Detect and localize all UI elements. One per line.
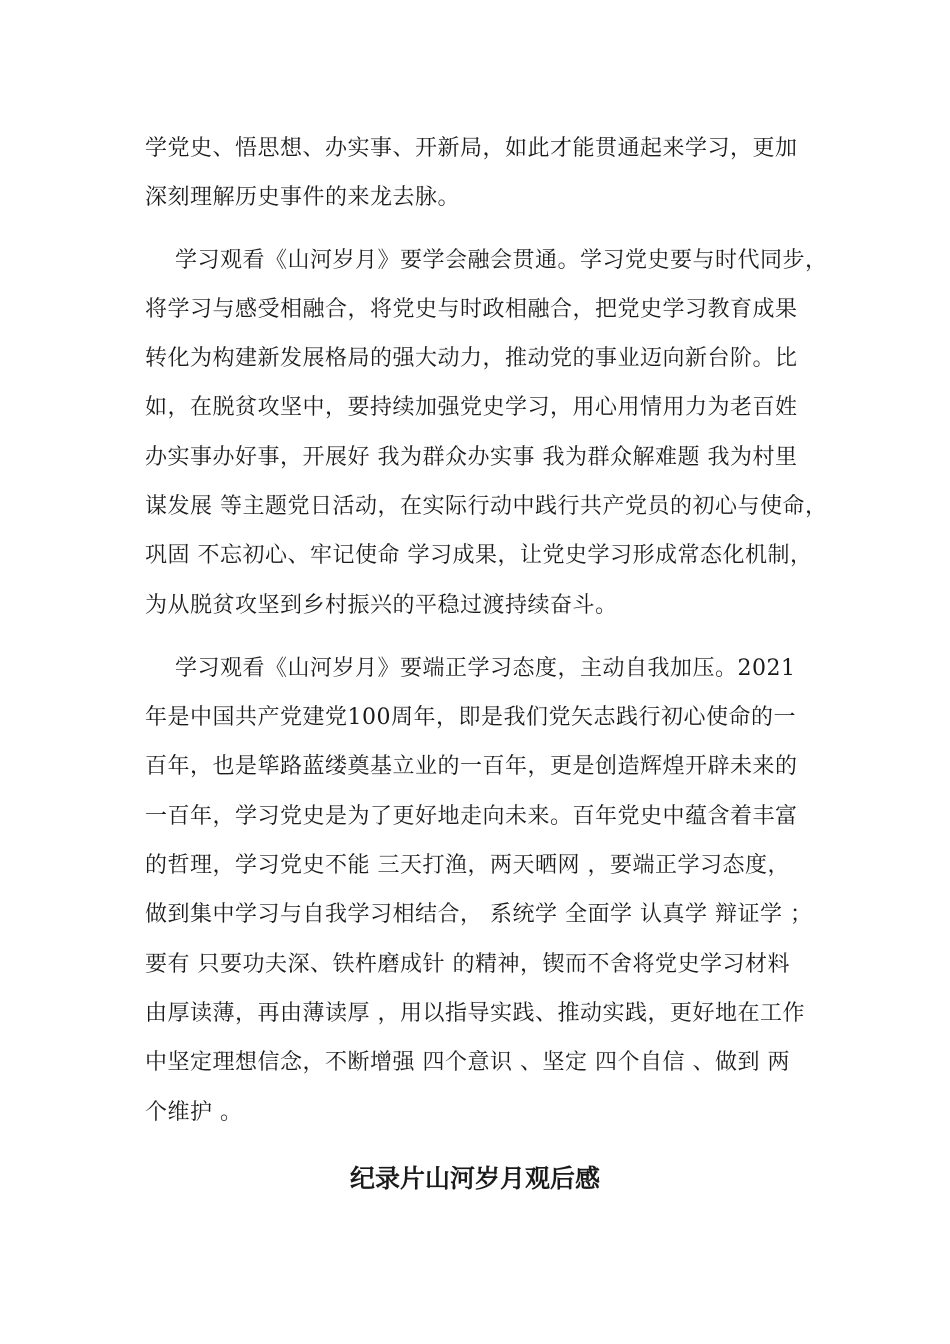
text-line-9: 巩固 不忘初心、牢记使命 学习成果，让党史学习形成常态化机制， <box>145 543 813 568</box>
text-line-19: 中坚定理想信念，不断增强 四个意识 、坚定 四个自信 、做到 两 <box>145 1050 790 1075</box>
text-line-18: 由厚读薄，再由薄读厚 ，用以指导实践、推动实践，更好地在工作 <box>145 1001 805 1026</box>
text-line-17: 要有 只要功夫深、铁杵磨成针 的精神，锲而不舍将党史学习材料 <box>145 952 790 977</box>
text-line-13: 百年，也是筚路蓝缕奠基立业的一百年，更是创造辉煌开辟未来的 <box>145 754 798 779</box>
text-line-3: 学习观看《山河岁月》要学会融会贯通。学习党史要与时代同步， <box>145 248 828 273</box>
text-line-10: 为从脱贫攻坚到乡村振兴的平稳过渡持续奋斗。 <box>145 593 618 618</box>
text-line-5: 转化为构建新发展格局的强大动力，推动党的事业迈向新台阶。比 <box>145 346 798 371</box>
text-line-16: 做到集中学习与自我学习相结合， 系统学 全面学 认真学 辩证学 ； <box>145 902 813 927</box>
text-line-7: 办实事办好事，开展好 我为群众办实事 我为群众解难题 我为村里 <box>145 445 798 470</box>
text-line-6: 如，在脱贫攻坚中，要持续加强党史学习，用心用情用力为老百姓 <box>145 395 798 420</box>
text-line-8: 谋发展 等主题党日活动，在实际行动中践行共产党员的初心与使命， <box>145 494 828 519</box>
text-line-15: 的哲理，学习党史不能 三天打渔，两天晒网 ，要端正学习态度， <box>145 853 790 878</box>
text-line-14: 一百年，学习党史是为了更好地走向未来。百年党史中蕴含着丰富 <box>145 804 798 829</box>
text-line-11: 学习观看《山河岁月》要端正学习态度，主动自我加压。2021 <box>145 656 796 681</box>
section-title: 纪录片山河岁月观后感 <box>349 1164 600 1193</box>
text-line-12: 年是中国共产党建党100周年，即是我们党矢志践行初心使命的一 <box>145 705 796 730</box>
text-line-2: 深刻理解历史事件的来龙去脉。 <box>145 185 461 210</box>
text-line-20: 个维护 。 <box>145 1100 243 1125</box>
text-line-1: 学党史、悟思想、办实事、开新局，如此才能贯通起来学习，更加 <box>145 136 798 161</box>
text-line-4: 将学习与感受相融合，将党史与时政相融合，把党史学习教育成果 <box>145 297 798 322</box>
